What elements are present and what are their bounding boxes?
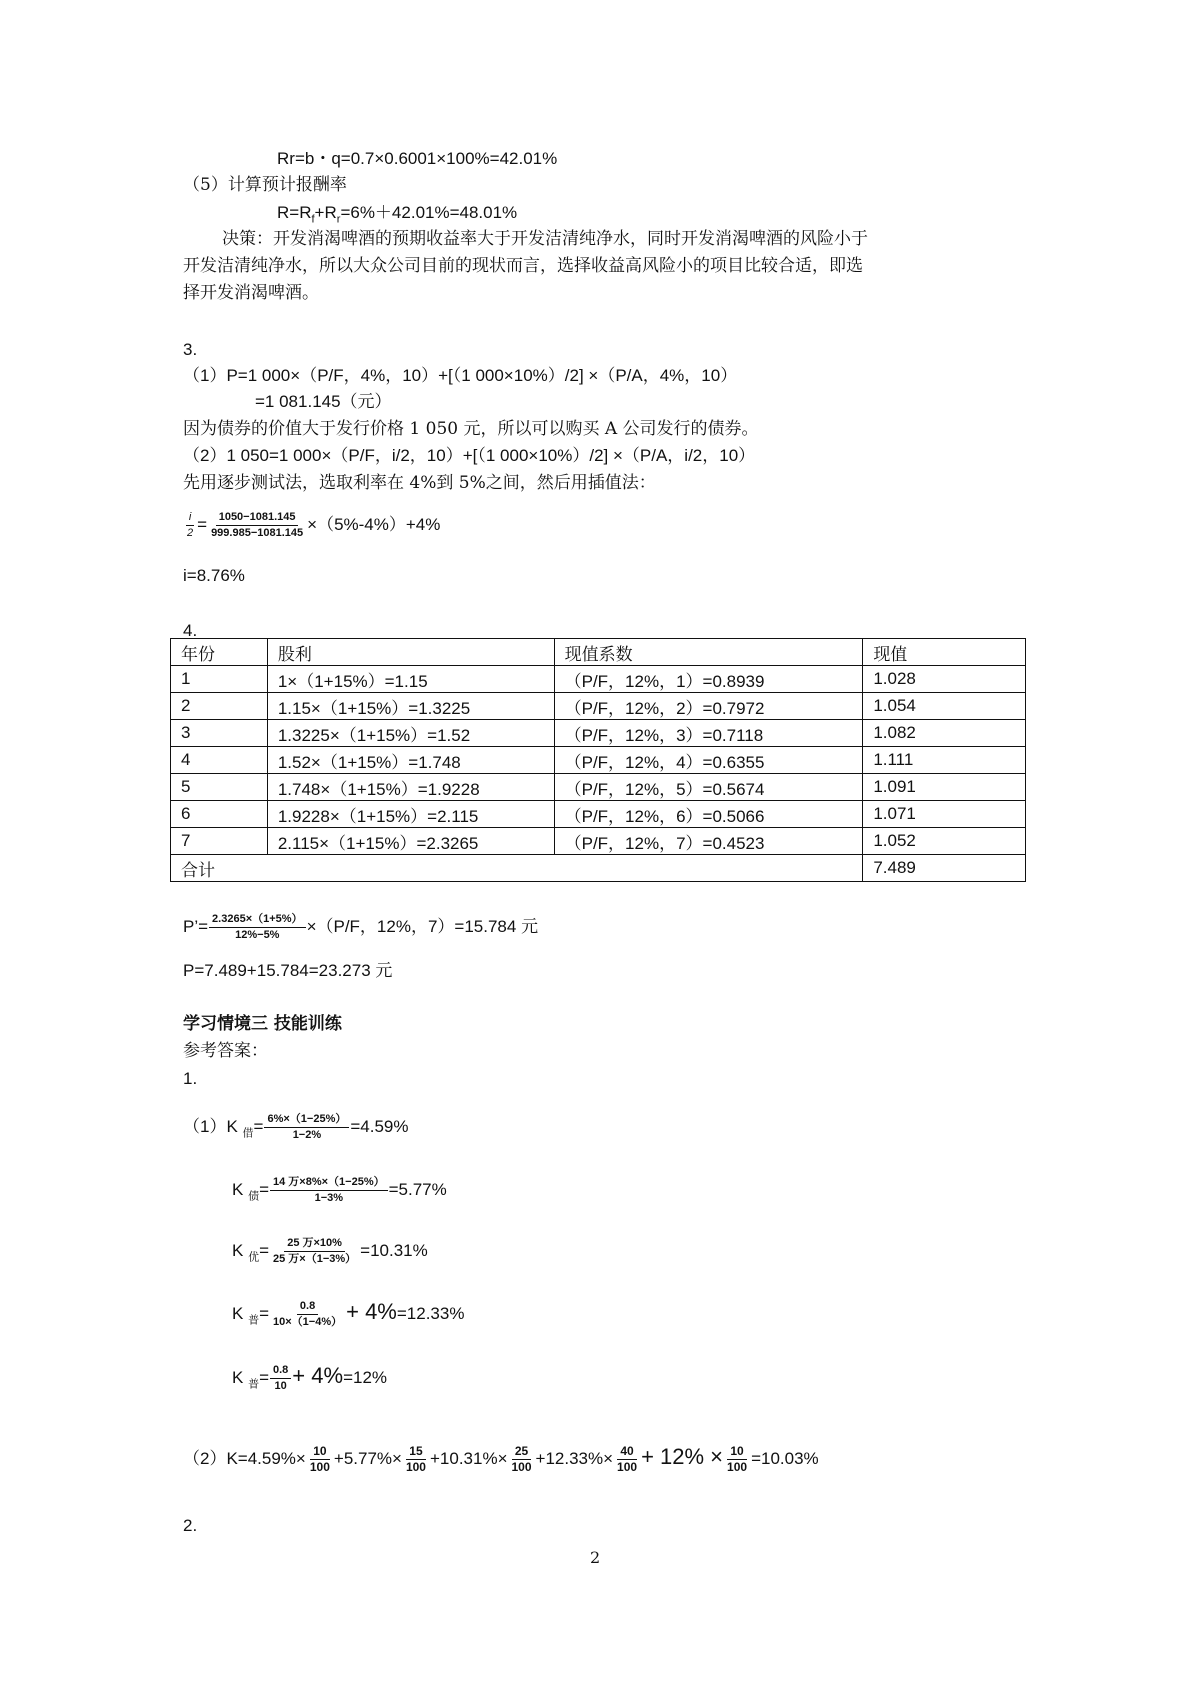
cell-pv-factor: （P/F，12%，2）=0.7972 [554, 693, 863, 720]
table-row [171, 774, 1026, 801]
cell-year: 4 [171, 747, 268, 774]
total-price: P=7.489+15.784=23.273 元 [183, 961, 393, 980]
decision-line-2: 开发洁清纯净水，所以大众公司目前的现状而言，选择收益高风险小的项目比较合适，即选 [183, 256, 863, 276]
table-row [171, 693, 1026, 720]
page-number: 2 [590, 1548, 601, 1567]
cell-year: 1 [171, 666, 268, 693]
header-year: 年份 [171, 639, 268, 666]
cell-year: 2 [171, 693, 268, 720]
table-row [171, 747, 1026, 774]
question-2-number: 2. [183, 1516, 198, 1535]
header-pv-factor: 现值系数 [554, 639, 863, 666]
i-result: i=8.76% [183, 566, 245, 585]
cell-dividend: 2.115×（1+15%）=2.3265 [267, 828, 554, 855]
interpolation-formula: $\frac{i}{2}$ = $\frac{1050-1081.145}{999.985-1081.145}$ ×（5%-4%）+4% [187, 511, 441, 540]
cell-pv-factor: （P/F，12%，5）=0.5674 [554, 774, 863, 801]
total-label: 合计 [171, 855, 863, 882]
step5-heading: （5）计算预计报酬率 [183, 175, 347, 195]
cell-dividend: 1×（1+15%）=1.15 [267, 666, 554, 693]
cell-dividend: 1.3225×（1+15%）=1.52 [267, 720, 554, 747]
cell-pv-factor: （P/F，12%，7）=0.4523 [554, 828, 863, 855]
rr-formula: Rr=b・q=0.7×0.6001×100%=42.01% [277, 149, 558, 168]
terminal-value-formula: P’= $\frac{2.3265\times(1+5\%)}{12\%-5\%}$ ×（P/F，12%，7）=15.784 元 [183, 913, 539, 942]
header-dividend: 股利 [267, 639, 554, 666]
yield-equation: （2）1 050=1 000×（P/F，i/2，10）+[（1 000×10%）/2] ×（P/A，i/2，10） [183, 446, 756, 465]
interpolation-note: 先用逐步测试法，选取利率在 4%到 5%之间，然后用插值法： [183, 473, 656, 493]
cell-dividend: 1.52×（1+15%）=1.748 [267, 747, 554, 774]
bond-conclusion: 因为债券的价值大于发行价格 1 050 元，所以可以购买 A 公司发行的债券。 [183, 419, 759, 439]
cell-year: 7 [171, 828, 268, 855]
decision-line-3: 择开发消渴啤酒。 [183, 283, 319, 303]
section-4-number: 4. [183, 621, 198, 640]
cell-year: 6 [171, 801, 268, 828]
k-common-formula-2: K $_普$= $\frac{0.8}{10}$ + 4%=12% [232, 1363, 388, 1393]
question-1-number: 1. [183, 1069, 198, 1088]
weighted-k-formula: （2）K=4.59%× $\frac{10}{100}$ +5.77%× $\frac{15}{100}$ +10.31%× $\frac{25}{100}$ +12.33%× $\frac{40}{100}$ + 12% × $\frac{10}{100}$ =10.03% [183, 1444, 819, 1475]
cell-present-value: 1.028 [863, 666, 1026, 693]
cell-present-value: 1.111 [863, 747, 1026, 774]
cell-pv-factor: （P/F，12%，6）=0.5066 [554, 801, 863, 828]
cell-year: 3 [171, 720, 268, 747]
table-row [171, 801, 1026, 828]
table-row [171, 720, 1026, 747]
cell-present-value: 1.071 [863, 801, 1026, 828]
bond-value-formula: （1）P=1 000×（P/F，4%，10）+[（1 000×10%）/2] ×（P/A，4%，10） [183, 366, 738, 385]
cell-present-value: 1.054 [863, 693, 1026, 720]
table-row [171, 666, 1026, 693]
k-preferred-formula: K $_优$= $\frac{\text{25 万×10\%}}{\text{25 万×（1−3\%）}}$ =10.31% [232, 1237, 428, 1266]
k-common-formula-1: K $_普$= $\frac{0.8}{10\times(1-4\%)}$ + 4%=12.33% [232, 1299, 465, 1329]
k-loan-formula: （1）K $_借$= $\frac{6\%\times(1-25\%)}{1-2\%}$ =4.59% [183, 1113, 409, 1142]
decision-line-1: 决策：开发消渴啤酒的预期收益率大于开发洁清纯净水，同时开发消渴啤酒的风险小于 [222, 229, 868, 249]
cell-year: 5 [171, 774, 268, 801]
bond-value-result: =1 081.145（元） [255, 392, 392, 411]
cell-pv-factor: （P/F，12%，4）=0.6355 [554, 747, 863, 774]
k-bond-formula: K $_债$= $\frac{\text{14 万×8\%×（1−25\%）}}{1-3\%}$ =5.77% [232, 1176, 447, 1205]
table-total-row [171, 855, 1026, 882]
cell-present-value: 1.091 [863, 774, 1026, 801]
header-present-value: 现值 [863, 639, 1026, 666]
cell-dividend: 1.15×（1+15%）=1.3225 [267, 693, 554, 720]
section-3-number: 3. [183, 340, 198, 359]
cell-dividend: 1.748×（1+15%）=1.9228 [267, 774, 554, 801]
total-value: 7.489 [863, 855, 1026, 882]
reference-answer-label: 参考答案： [183, 1041, 268, 1061]
dividend-table [170, 638, 1026, 882]
r-formula: $R=R_f+R_r=6\%+42.01\%=48.01\%$ [277, 203, 518, 226]
section-heading: 学习情境三 技能训练 [183, 1014, 342, 1034]
table-header-row [171, 639, 1026, 666]
cell-present-value: 1.052 [863, 828, 1026, 855]
table-row [171, 828, 1026, 855]
cell-pv-factor: （P/F，12%，3）=0.7118 [554, 720, 863, 747]
cell-pv-factor: （P/F，12%，1）=0.8939 [554, 666, 863, 693]
cell-dividend: 1.9228×（1+15%）=2.115 [267, 801, 554, 828]
cell-present-value: 1.082 [863, 720, 1026, 747]
